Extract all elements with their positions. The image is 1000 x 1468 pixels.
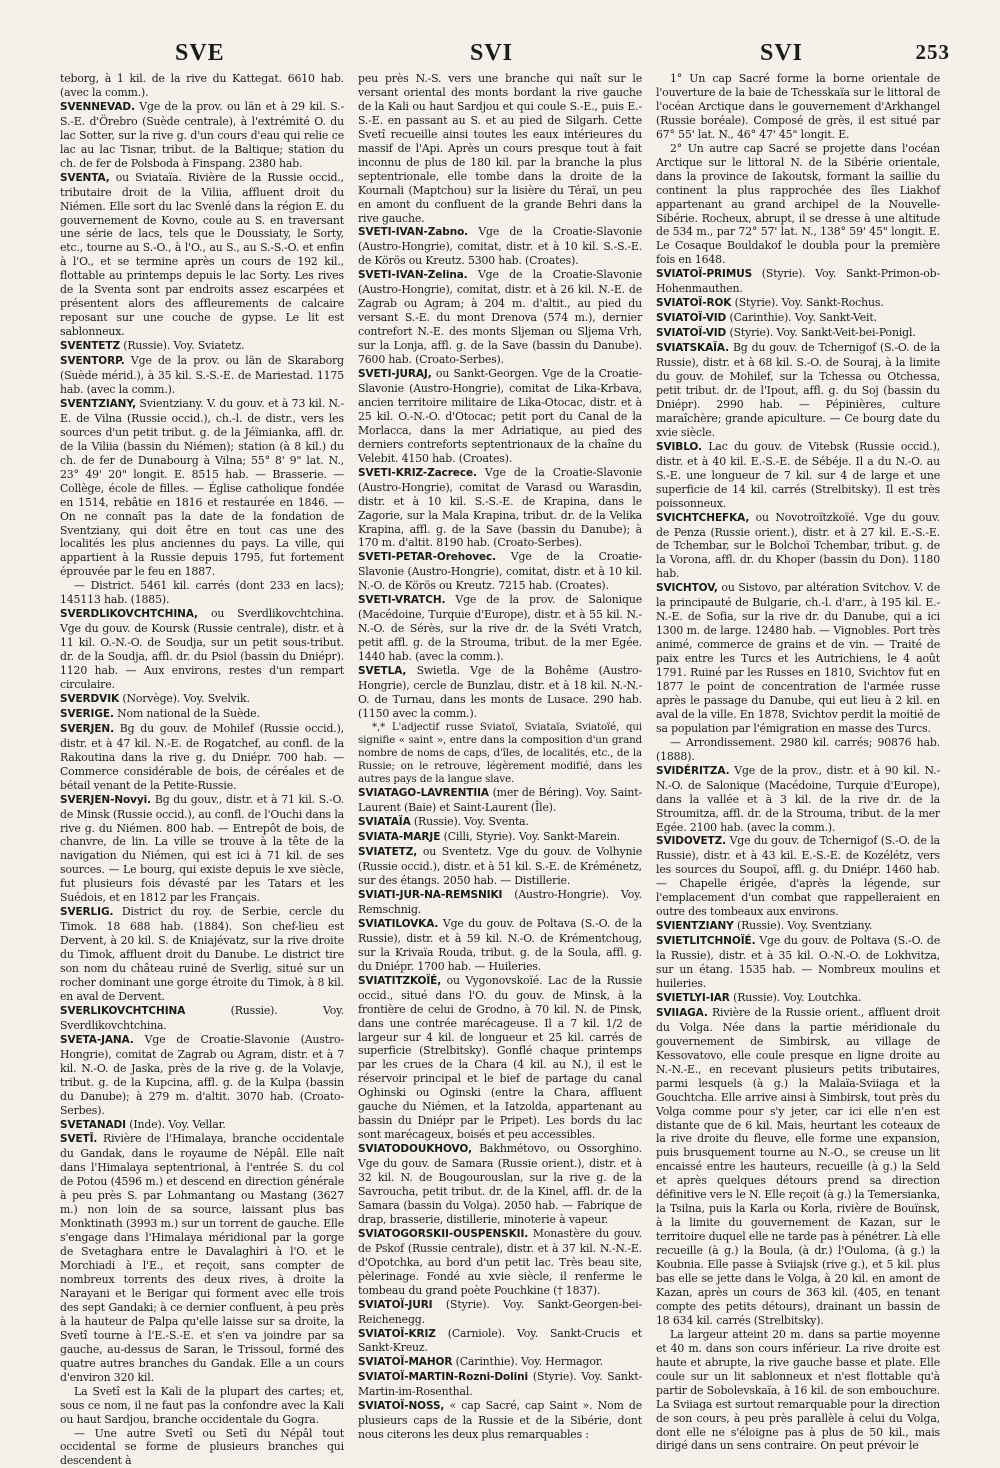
entry-headword: SVIIAGA.: [656, 1007, 708, 1019]
dictionary-entry: [656, 919, 940, 934]
dictionary-entry: [60, 579, 344, 607]
entry-body: — Arrondissement. 2980 kil. carrés; 90876 hab. (1888).: [656, 736, 940, 763]
entry-headword: SVICHTOV,: [656, 582, 718, 594]
entry-body: 1° Un cap Sacré forme la borne orientale de l'ouverture de la baie de Tchesskaïa sur le littoral de l'océan Arctique dans le gouvernement d'Arkhangel (Russie boréale). Composé de grès, il est situé par 67° 55' lat. N., 46° 47' 45" longit. E.: [656, 72, 940, 141]
dictionary-entry: [60, 397, 344, 579]
dictionary-entry: [60, 1132, 344, 1384]
entry-headword: SVIATOÏ-MAHOR: [358, 1356, 452, 1368]
entry-headword: SVERIGE.: [60, 708, 114, 720]
entry-headword: SVETI-IVAN-Zelina.: [358, 269, 468, 281]
entry-headword: SVIATOÏ-VID: [656, 327, 726, 339]
entry-body: (Russie). Voy. Sverdlikovchtchina.: [60, 1004, 344, 1032]
dictionary-entry: [656, 267, 940, 296]
entry-headword: SVENTORP.: [60, 355, 125, 367]
entry-headword: SVETI-JURAJ,: [358, 368, 432, 380]
entry-body: Monastère du gouv. de Pskof (Russie centrale), distr. et à 37 kil. N.-N.-E. d'Opotchka, au bord d'un petit lac. Très beau site, pèlerinage. Fondé au xvie siècle, il renferme le tombeau du grand poète Pouchkine († 1837).: [358, 1227, 642, 1297]
header-middle-guide-word: SVI: [470, 40, 513, 67]
entry-body: Vge de Croatie-Slavonie (Austro-Hongrie), comitat de Zagrab ou Agram, distr. et à 7 kil. N.-O. de Jaska, près de la rive g. de la Volavje, tribut. g. de la Kupcina, affl. g. de la Kulpa (bassin du Danube); à 279 m. d'altit. 3070 hab. (Croato-Serbes).: [60, 1033, 344, 1117]
entry-body: ou Novotroïtzkoïé. Vge du gouv. de Penza (Russie orient.), distr. et à 27 kil. E.-S.-E. de Tchembar, sur le Bolchoï Tchembar, tribut. g. de la Vorona, affl. dr. du Khoper (bassin du Don). 1180 hab.: [656, 511, 940, 581]
entry-body: *,* L'adjectif russe Sviatoï, Sviataïa, Sviatoïé, qui signifie « saint », entre dans la composition d'un grand nombre de noms de caps, d'îles, de localités, etc., de la Russie; on le retrouve, légèrement modifié, dans les autres pays de la langue slave.: [358, 721, 642, 785]
entry-headword: SVERLIG.: [60, 906, 113, 918]
entry-body: (Russie). Voy. Sventziany.: [734, 919, 873, 932]
entry-body: Lac du gouv. de Vitebsk (Russie occid.), distr. et à 40 kil. E.-S.-E. de Sébéje. Il a du N.-O. au S.-E. une longueur de 7 kil. sur 4 de large et une superficie de 14 kil. carrés (Strelbitsky). Il est très poissonneux.: [656, 440, 940, 510]
entry-body: Vge de la Croatie-Slavonie (Austro-Hongrie), comitat de Varasd ou Warasdin, distr. et à 10 kil. S.-S.-E. de Krapina, dans le Zagorie, sur la Mala Krapina, tribut. dr. de la Velika Krapina, affl. g. de la Save (bassin du Danube); à 170 m. d'altit. 8190 hab. (Croato-Serbes).: [358, 466, 642, 550]
column-left: [60, 72, 344, 1442]
dictionary-entry: [60, 1033, 344, 1118]
entry-body: (Carinthie). Voy. Hermagor.: [452, 1355, 603, 1368]
entry-headword: SVIATSKAÏA.: [656, 342, 729, 354]
dictionary-entry: [358, 974, 642, 1142]
dictionary-entry: [656, 311, 940, 326]
entry-headword: SVIATILOVKA.: [358, 918, 438, 930]
dictionary-entry: [358, 1355, 642, 1370]
dictionary-entry: [358, 830, 642, 845]
entry-body: ou Sventetz. Vge du gouv. de Volhynie (Russie occid.), distr. et à 51 kil. S.-E. de Kréménetz, sur des étangs. 2050 hab. — Distillerie.: [358, 845, 642, 887]
entry-headword: SVIATITZKOÏÉ,: [358, 975, 441, 987]
dictionary-entry: [358, 786, 642, 815]
dictionary-entry: [358, 1142, 642, 1227]
entry-body: (Styrie). Voy. Sankt-Veit-bei-Ponigl.: [726, 326, 915, 339]
entry-body: « cap Sacré, cap Saint ». Nom de plusieurs caps de la Russie et de la Sibérie, dont nous citerons les deux plus remarquables :: [358, 1399, 642, 1441]
entry-body: peu près N.-S. vers une branche qui naît sur le versant oriental des monts bordant la rive gauche de la Kali ou haut Sardjou et qui coule S.-E., puis E.-S.-E. en passant au S. et au pied de Silgarh. Cette Svetî recueille ainsi toutes les eaux intérieures du massif de l'Api. Après un cours presque tout à fait inconnu de plus de 180 kil. par la branche la plus septentrionale, elle tombe dans la droite de la Kournali (Maptchou) sur la lisière du Téraï, un peu en amont du confluent de la grande Behri dans la rive gauche.: [358, 72, 642, 225]
dictionary-entry: [358, 550, 642, 593]
dictionary-entry: [656, 834, 940, 919]
entry-headword: SVIATOÏ-ROK: [656, 297, 731, 309]
dictionary-entry: [656, 581, 940, 735]
entry-body: Vge de la Croatie-Slavonie (Austro-Hongrie), comitat, distr. et à 26 kil. N.-E. de Zagrab ou Agram; à 204 m. d'altit., au pied du versant S.-E. du mont Drenova (574 m.), dernier contrefort N.-E. des monts Sljeman ou Sljema Vrh, sur la Lonja, affl. g. de la Save (bassin du Danube). 7600 hab. (Croato-Serbes).: [358, 268, 642, 366]
column-right: [656, 72, 940, 1442]
entry-body: Bg du gouv. de Mohilef (Russie occid.), distr. et à 47 kil. N.-E. de Rogatchef, au confl. de la Rakoutina dans la rive g. du Dniépr. 700 hab. — Commerce considérable de bois, de céréales et de bétail venant de la Petite-Russie.: [60, 722, 344, 792]
dictionary-entry: [358, 1298, 642, 1327]
entry-body: (Russie). Voy. Sviatetz.: [120, 339, 245, 352]
entry-body: (Russie). Voy. Sventa.: [411, 815, 529, 828]
dictionary-entry: [358, 1327, 642, 1356]
entry-body: (Styrie). Voy. Sankt-Rochus.: [731, 296, 883, 309]
running-header: [55, 40, 950, 70]
header-left-guide-word: SVE: [175, 40, 225, 67]
dictionary-entry: [358, 845, 642, 888]
dictionary-entry: [358, 367, 642, 466]
entry-body: Vge du gouv. de Tchernigof (S.-O. de la Russie), distr. et à 43 kil. E.-S.-E. de Kozélétz, vers les sources du Soupoï, affl. g. du Dniépr. 1460 hab. — Chapelle érigée, d'après la légende, sur l'emplacement d'un combat que rappelleraient en outre des tombeaux aux environs.: [656, 834, 940, 918]
entry-body: Bg du gouv. de Tchernigof (S.-O. de la Russie), distr. et à 68 kil. S.-O. de Souraj, à la limite du gouv. de Mohilef, sur la Tchessa ou Otchessa, petit tribut. dr. de l'Ipout, affl. g. du Soj (bassin du Dniépr). 2990 hab. — Pépinières, culture maraîchère; grande apiculture. — Ce bourg date du xvie siècle.: [656, 341, 940, 439]
entry-headword: SVIDÉRITZA.: [656, 765, 729, 777]
dictionary-entry: [656, 72, 940, 142]
entry-body: Vge de la Croatie-Slavonie (Austro-Hongrie), comitat, distr. et à 10 kil. N.-O. de Körös ou Kreutz. 7215 hab. (Croates).: [358, 550, 642, 592]
entry-headword: SVIETLITCHNOÏÉ.: [656, 935, 755, 947]
entry-body: (Austro-Hongrie). Voy. Remschnig.: [358, 888, 642, 916]
entry-body: Nom national de la Suède.: [114, 707, 260, 720]
dictionary-entry: [358, 721, 642, 786]
entry-body: teborg, à 1 kil. de la rive du Kattegat. 6610 hab. (avec la comm.).: [60, 72, 344, 99]
dictionary-entry: [358, 72, 642, 225]
dictionary-entry: [60, 100, 344, 171]
entry-headword: SVETI-PETAR-Orehovec.: [358, 551, 496, 563]
entry-body: (Carinthie). Voy. Sankt-Veit.: [726, 311, 877, 324]
entry-body: Bg du gouv., distr. et à 71 kil. S.-O. de Minsk (Russie occid.), au confl. de l'Ouchi dans la rive g. du Niémen. 800 hab. — Entrepôt de bois, de chanvre, de lin. La ville se trouve à la tête de la navigation du Niémen, qui est ici à 71 kil. de ses sources. — Le bourg, qui existe depuis le xve siècle, fut plusieurs fois dévasté par les Tatars et les Suédois, et en 1812 par les Français.: [60, 793, 344, 905]
dictionary-entry: [358, 225, 642, 268]
entry-headword: SVIATI-JUR-NA-REMSNIKI: [358, 889, 502, 901]
entry-body: Vge de la prov. ou län et à 29 kil. S.-S.-E. d'Örebro (Suède centrale), à l'extrémité O. du lac Sotter, sur la rive g. d'un cours d'eau qui relie ce lac au lac Tisnar, tribut. de la Baltique; station du ch. de fer de Polsboda à Finspang. 2380 hab.: [60, 100, 344, 170]
entry-body: ou Vygonovskoïé. Lac de la Russie occid., situé dans l'O. du gouv. de Minsk, à la frontière de celui de Grodno, à 70 kil. N. de Pinsk, dans une contrée marécageuse. Il a 7 kil. 1/2 de largeur sur 4 kil. de longueur et 25 kil. carrés de superficie (Strelbitsky). Gonflé chaque printemps par les crues de la Chara (4 kil. au N.), il est le réservoir principal et le bief de partage du canal Oghinski ou Oginski (entre la Chara, affluent gauche du Niémen, et la Iatzolda, appartenant au bassin du Dniépr par le Pripet). Les bords du lac sont marécageux, boisés et peu accessibles.: [358, 974, 642, 1141]
entry-body: — Une autre Svetî ou Setî du Népâl tout occidental se forme de plusieurs branches qui descendent à: [60, 1427, 344, 1468]
dictionary-entry: [60, 1427, 344, 1468]
entry-headword: SVIATAÏA: [358, 816, 411, 828]
entry-body: La largeur atteint 20 m. dans sa partie moyenne et 40 m. dans son cours inférieur. La rive droite est haute et abrupte, la rive gauche basse et plate. Elle coule sur un lit sablonneux et n'est flottable qu'à partir de Sobolevskaïa, à 16 kil. de son embouchure. La Sviiaga est surtout remarquable pour la direction de son cours, à peu près parallèle à celui du Volga, dont elle ne s'éloigne pas à plus de 50 kil., mais dirigé dans un sens contraire. On peut prévoir le: [656, 1328, 940, 1453]
entry-headword: SVIATOÏ-MARTIN-Rozni-Dolini: [358, 1371, 528, 1383]
dictionary-entry: [656, 326, 940, 341]
dictionary-entry: [358, 1227, 642, 1298]
entry-headword: SVERJEN.: [60, 723, 114, 735]
dictionary-entry: [656, 934, 940, 991]
dictionary-entry: [656, 1006, 940, 1328]
entry-headword: SVIATODOUKHOVO,: [358, 1143, 472, 1155]
dictionary-entry: [60, 1004, 344, 1033]
dictionary-entry: [60, 905, 344, 1004]
header-right-guide-word: SVI: [760, 40, 803, 67]
dictionary-entry: [656, 736, 940, 764]
entry-body: (Styrie). Voy. Sankt-Martin-im-Rosenthal.: [358, 1370, 642, 1398]
entry-headword: SVENTZIANY,: [60, 398, 136, 410]
entry-headword: SVETI-VRATCH.: [358, 594, 445, 606]
entry-body: (Styrie). Voy. Sankt-Primon-ob-Hohenmauthen.: [656, 267, 940, 295]
dictionary-entry: [60, 692, 344, 707]
entry-headword: SVIATOGORSKII-OUSPENSKII.: [358, 1228, 528, 1240]
entry-body: District du roy. de Serbie, cercle du Timok. 18 688 hab. (1884). Son chef-lieu est Dervent, à 20 kil. S. de Kniajévatz, sur la rive droite du Timok, affluent droit du Danube. Le district tire son nom du château ruiné de Sverlig, situé sur un rocher dominant une gorge étroite du Timok, à 8 kil. en aval de Dervent.: [60, 905, 344, 1003]
entry-headword: SVIATOÏ-PRIMUS: [656, 268, 752, 280]
dictionary-entry: [358, 664, 642, 721]
dictionary-entry: [656, 511, 940, 582]
entry-headword: SVERJEN-Novyi.: [60, 794, 151, 806]
dictionary-entry: [656, 991, 940, 1006]
entry-headword: SVETLA,: [358, 665, 406, 677]
entry-body: Swietla. Vge de la Bohême (Austro-Hongrie), cercle de Bunzlau, distr. et à 18 kil. N.-N.-O. de Turnau, dans les monts de Lusace. 290 hab. (1150 avec la comm.).: [358, 664, 642, 720]
dictionary-entry: [60, 722, 344, 793]
entry-body: Vge de la prov., distr. et à 90 kil. N.-N.-O. de Salonique (Macédoine, Turquie d'Europe), dans la vallée et à 3 kil. de la rive dr. de la Stroumitza, affl. dr. de la Strouma, tribut. de la mer Egée. 2100 hab. (avec la comm.).: [656, 764, 940, 834]
dictionary-entry: [656, 296, 940, 311]
entry-headword: SVIBLO.: [656, 441, 702, 453]
entry-headword: SVETI-KRIZ-Zacrece.: [358, 467, 477, 479]
entry-body: Svientziany. V. du gouv. et à 73 kil. N.-E. de Vilna (Russie occid.), ch.-l. de distr., vers les sources d'un petit tribut. g. de la Jéïmianka, affl. dr. de la Viliia (bassin du Niémen); station (à 8 kil.) du ch. de fer de Dunabourg à Vilna; 55° 8' 9" lat. N., 23° 49' 20" longit. E. 8515 hab. — Brasserie. — Collège, école de filles. — Église catholique fondée en 1514, rebâtie en 1816 et restaurée en 1846. — On ne connaît pas la date de la fondation de Sventziany, qui doit être en tout cas une des localités les plus anciennes du pays. La ville, qui appartient à la Russie depuis 1795, fut fortement éprouvée par le feu en 1887.: [60, 397, 344, 578]
entry-headword: SVIENTZIANY: [656, 920, 734, 932]
entry-headword: SVIDOVETZ.: [656, 835, 726, 847]
entry-body: Vge de la prov. de Salonique (Macédoine, Turquie d'Europe), distr. et à 55 kil. N.-N.-O. de Sérès, sur la rive dr. de la Svéti Vratch, petit affl. g. de la Strouma, tribut. de la mer Egée. 1440 hab. (avec la comm.).: [358, 593, 642, 663]
dictionary-entry: [60, 793, 344, 906]
dictionary-entry: [358, 268, 642, 367]
column-middle: [358, 72, 642, 1442]
entry-body: ou Sistovo, par altération Svitchov. V. de la principauté de Bulgarie, ch.-l. d'arr., à 195 kil. E.-N.-E. de Sofia, sur la rive dr. du Danube, qui a ici 1300 m. de large. 12480 hab. — Vignobles. Port très animé, commerce de grains et de vin. — Traité de paix entre les Turcs et les Autrichiens, le 4 août 1791. Ruiné par les Russes en 1810, Svichtov fut en 1877 le point de concentration de l'armée russe après le passage du Danube, qui eut lieu à 2 kil. en aval de la ville. En 1878, Svichtov perdit la moitié de sa population par l'émigration en masse des Turcs.: [656, 581, 940, 735]
dictionary-entry: [60, 1385, 344, 1427]
entry-headword: SVETA-JANA.: [60, 1034, 134, 1046]
entry-headword: SVIATOÏ-JURI: [358, 1299, 432, 1311]
entry-headword: SVIATETZ,: [358, 846, 417, 858]
dictionary-entry: [358, 466, 642, 551]
entry-headword: SVERLIKOVCHTCHINA: [60, 1005, 185, 1017]
entry-body: ou Sviataïa. Rivière de la Russie occid., tributaire droit de la Viliia, affluent droit du Niémen. Elle sort du lac Svenlé dans la région E. du gouvernement de Kovno, coule au S. en traversant une série de lacs, tels que le Doussiaty, le Sorty, etc., tourne au S.-O., à l'O., au S., au S.-S.-O. et enfin à l'O., et se termine après un cours de 192 kil., flottable au printemps depuis le lac Sorty. Les rives de la Sventa sont par endroits assez escarpées et présentent alors des affleurements de calcaire reposant sur une couche de gypse. Le lit est sablonneux.: [60, 171, 344, 338]
dictionary-entry: [60, 607, 344, 692]
entry-body: Vge du gouv. de Poltava (S.-O. de la Russie), distr. et à 59 kil. N.-O. de Krémentchoug, sur la Krivaïa Rouda, tribut. g. de la Soula, affl. g. du Dniépr. 1700 hab. — Huileries.: [358, 917, 642, 973]
entry-body: (mer de Béring). Voy. Saint-Laurent (Baie) et Saint-Laurent (Île).: [358, 786, 642, 814]
entry-body: (Cilli, Styrie). Voy. Sankt-Marein.: [440, 830, 620, 843]
entry-headword: SVENTETZ: [60, 340, 120, 352]
dictionary-entry: [60, 1118, 344, 1133]
entry-headword: SVIETLYI-IAR: [656, 992, 730, 1004]
entry-body: Vge du gouv. de Poltava (S.-O. de la Russie), distr. et à 35 kil. O.-N.-O. de Lokhvitza, sur un étang. 1535 hab. — Nombreux moulins et huileries.: [656, 934, 940, 990]
dictionary-entry: [358, 815, 642, 830]
dictionary-entry: [60, 707, 344, 722]
dictionary-entry: [60, 354, 344, 397]
entry-headword: SVERDVIK: [60, 693, 119, 705]
entry-headword: SVIATOÏ-VID: [656, 312, 726, 324]
dictionary-entry: [60, 171, 344, 339]
entry-headword: SVIATOÏ-KRIZ: [358, 1328, 436, 1340]
dictionary-entry: [60, 339, 344, 354]
entry-headword: SVENNEVAD.: [60, 101, 135, 113]
entry-headword: SVETÎ.: [60, 1133, 97, 1145]
dictionary-entry: [656, 440, 940, 511]
dictionary-entry: [358, 888, 642, 917]
dictionary-columns: [60, 72, 940, 1442]
entry-headword: SVENTA,: [60, 172, 110, 184]
entry-body: (Inde). Voy. Vellar.: [126, 1118, 226, 1131]
dictionary-entry: [358, 1399, 642, 1442]
page-number: 253: [916, 40, 951, 65]
entry-body: La Svetî est la Kali de la plupart des cartes; et, sous ce nom, il ne faut pas la confondre avec la Kali ou haut Sardjou, branche occidentale du Gogra.: [60, 1385, 344, 1426]
dictionary-entry: [656, 1328, 940, 1454]
entry-headword: SVIATA-MARJE: [358, 831, 440, 843]
entry-body: Bakhmétovo, ou Ossorghino. Vge du gouv. de Samara (Russie orient.), distr. et à 32 kil. N. de Bougourouslan, sur la rive g. de la Savroucha, petit tribut. dr. de la Kinel, affl. dr. de la Samara (bassin du Volga). 2050 hab. — Fabrique de drap, brasserie, distillerie, minoterie à vapeur.: [358, 1142, 642, 1226]
entry-body: (Styrie). Voy. Sankt-Georgen-bei-Reichenegg.: [358, 1298, 642, 1326]
dictionary-entry: [358, 1370, 642, 1399]
entry-body: (Carniole). Voy. Sankt-Crucis et Sankt-Kreuz.: [358, 1327, 642, 1355]
entry-headword: SVICHTCHEFKA,: [656, 512, 749, 524]
dictionary-entry: [656, 142, 940, 268]
entry-body: ou Sverdlikovchtchina. Vge du gouv. de Koursk (Russie centrale), distr. et à 11 kil. O.-N.-O. de Soudja, sur un petit sous-tribut. dr. de la Soudja, affl. dr. du Psiol (bassin du Dniépr). 1120 hab. — Aux environs, restes d'un rempart circulaire.: [60, 607, 344, 691]
entry-body: ou Sankt-Georgen. Vge de la Croatie-Slavonie (Austro-Hongrie), comitat de Lika-Krbava, ancien territoire militaire de Lika-Otocac, distr. et à 25 kil. O.-N.-O. d'Otocac; petit port du Canal de la Morlacca, dans la mer Adriatique, au pied des derniers contreforts septentrionaux de la chaîne du Velebit. 4150 hab. (Croates).: [358, 367, 642, 465]
dictionary-entry: [656, 764, 940, 835]
entry-body: (Norvège). Voy. Svelvik.: [119, 692, 250, 705]
entry-headword: SVIATAGO-LAVRENTIIA: [358, 787, 489, 799]
entry-body: Vge de la Croatie-Slavonie (Austro-Hongrie), comitat, distr. et à 10 kil. S.-S.-E. de Körös ou Kreutz. 5300 hab. (Croates).: [358, 225, 642, 267]
entry-body: Vge de la prov. ou län de Skaraborg (Suède mérid.), à 35 kil. S.-S.-E. de Mariestad. 1175 hab. (avec la comm.).: [60, 354, 344, 396]
entry-headword: SVERDLIKOVCHTCHINA,: [60, 608, 198, 620]
entry-body: Rivière de l'Himalaya, branche occidentale du Gandak, dans le royaume de Népâl. Elle naît dans l'Himalaya septentrional, à l'entrée S. du col de Potou (4596 m.) et descend en direction générale à peu près S. par Lohmantang ou Mastang (3627 m.) non loin de sa source, laissant plus bas Monktinath (3993 m.) sur un torrent de gauche. Elle s'engage dans l'Himalaya méridional par la gorge de Svetaghara entre le Davalaghiri à l'O. et le Morchiadi à l'E., et reçoit, sans compter de nombreux torrents des deux rives, à droite la Narayani et le Berigar qui forment avec elle trois des sept Gandaki; à ce dernier confluent, à peu près à la hauteur de Palpa qu'elle laisse sur sa droite, la Svetî tourne à l'E.-S.-E. et s'en va joindre par sa gauche, au-dessus de Saran, le Trissoul, formé des quatre autres branches du Gandak. Elle a un cours d'environ 320 kil.: [60, 1132, 344, 1383]
dictionary-entry: [656, 341, 940, 440]
dictionary-entry: [358, 917, 642, 974]
dictionary-entry: [358, 593, 642, 664]
entry-headword: SVIATOÏ-NOSS,: [358, 1400, 444, 1412]
entry-headword: SVETANADI: [60, 1119, 126, 1131]
entry-body: — District. 5461 kil. carrés (dont 233 en lacs); 145113 hab. (1885).: [60, 579, 344, 606]
entry-body: 2° Un autre cap Sacré se projette dans l'océan Arctique sur le littoral N. de la Sibérie orientale, dans la province de Iakoutsk, formant la saillie du continent la plus rapprochée des îles Liakhof appartenant au grand archipel de la Nouvelle-Sibérie. Rocheux, abrupt, il se dresse à une altitude de 534 m., par 72° 57' lat. N., 138° 59' 45" longit. E. Le Cosaque Bouldakof le doubla pour la première fois en 1648.: [656, 142, 940, 267]
dictionary-entry: [60, 72, 344, 100]
entry-headword: SVETI-IVAN-Zabno.: [358, 226, 468, 238]
entry-body: (Russie). Voy. Loutchka.: [730, 991, 861, 1004]
entry-body: Rivière de la Russie orient., affluent droit du Volga. Née dans la partie méridionale du gouvernement de Simbirsk, au village de Kessovatovo, elle coule presque en ligne droite au N.-N.-E., en recevant plusieurs petits tributaires, parmi lesquels (à g.) la Malaïa-Sviiaga et la Gouchtcha. Elle arrive ainsi à Simbirsk, tout près du Volga comme pour s'y jeter, car ici elle n'en est distante que de 6 kil. Mais, heurtant les coteaux de la rive droite du fleuve, elle forme une expansion, puis brusquement tourne au N.-O., se creuse un lit encaissé entre les hauteurs, recueille (à g.) la Seld et après quelques détours prend sa direction définitive vers le N. Elle reçoit (à g.) la Temersianka, la Tsilna, puis la Karla ou Korla, rivière de Bouïnsk, à la limite du gouvernement de Kazan, sur le territoire duquel elle ne tarde pas à pénétrer. Là elle recueille (à g.) la Boula, (à dr.) l'Ouloma, (à g.) la Koubnia. Elle passe à Sviiajsk (rive g.), et 5 kil. plus bas elle se jette dans le Volga, à 20 kil. en amont de Kazan, après un cours de 363 kil. (405, en tenant compte des petits détours), drainant un bassin de 18 634 kil. carrés (Strelbitsky).: [656, 1006, 940, 1327]
